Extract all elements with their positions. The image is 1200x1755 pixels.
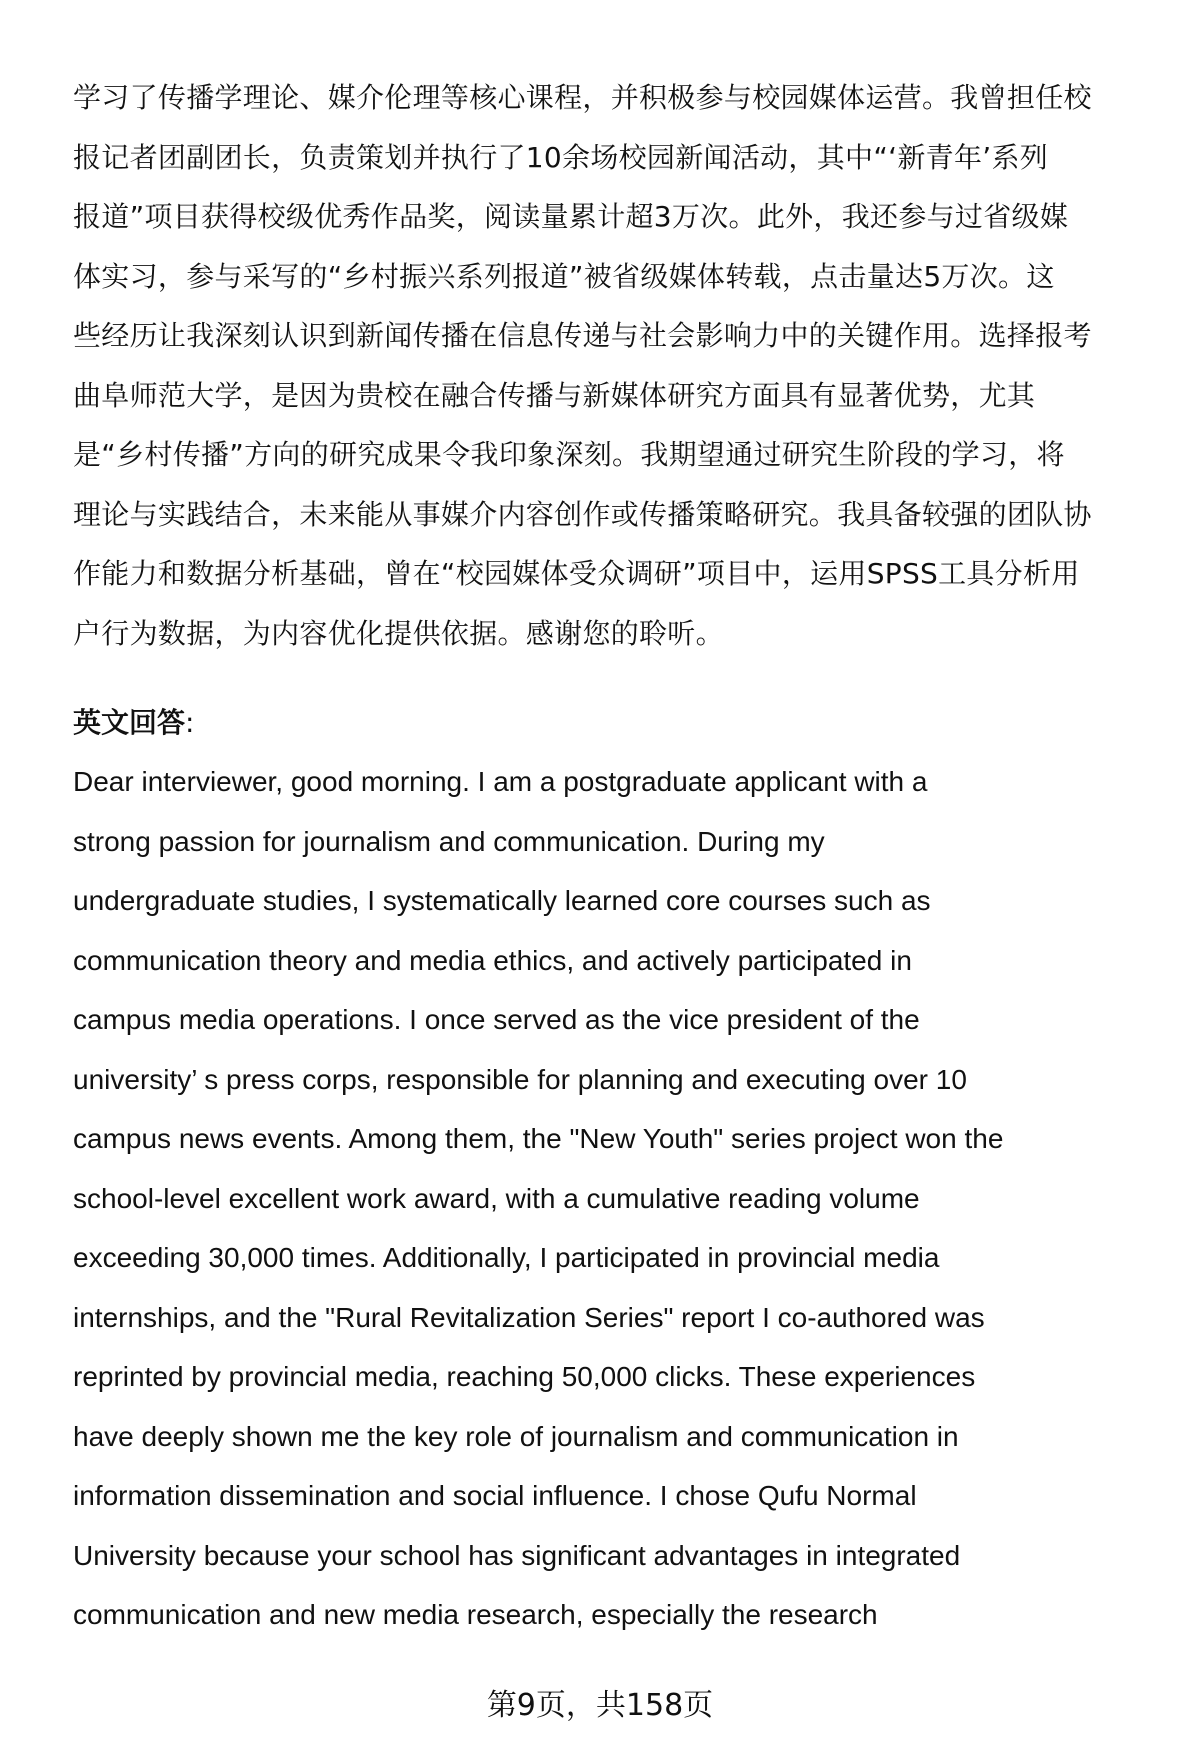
- text-line: exceeding 30,000 times. Additionally, I participated in provincial media: [73, 1242, 940, 1273]
- heading-colon: :: [185, 706, 195, 739]
- section-heading: [73, 705, 195, 745]
- page-number: 第9页，共158页: [486, 1688, 714, 1723]
- text-line: communication theory and media ethics, and actively participated in: [73, 945, 912, 976]
- english-answer-heading: 英文回答: [73, 706, 186, 739]
- text-line: reprinted by provincial media, reaching 50,000 clicks. These experiences: [73, 1361, 976, 1392]
- text-line: school-level excellent work award, with a cumulative reading volume: [73, 1183, 920, 1214]
- text-line: 报记者团副团长，负责策划并执行了10余场校园新闻活动，其中“‘新青年’系列: [73, 141, 1049, 174]
- text-line: internships, and the "Rural Revitalization Series" report I co-authored was: [73, 1302, 985, 1333]
- text-line: 学习了传播学理论、媒介伦理等核心课程，并积极参与校园媒体运营。我曾担任校: [73, 81, 1092, 114]
- text-line: university’ s press corps, responsible for planning and executing over 10: [73, 1064, 967, 1095]
- text-line: 体实习，参与采写的“乡村振兴系列报道”被省级媒体转载，点击量达5万次。这: [73, 260, 1055, 293]
- text-line: information dissemination and social influence. I chose Qufu Normal: [73, 1480, 917, 1511]
- text-line: University because your school has significant advantages in integrated: [73, 1540, 961, 1571]
- text-line: 报道”项目获得校级优秀作品奖，阅读量累计超3万次。此外，我还参与过省级媒: [73, 200, 1069, 233]
- text-line: 些经历让我深刻认识到新闻传播在信息传递与社会影响力中的关键作用。选择报考: [73, 319, 1092, 352]
- text-line: strong passion for journalism and communication. During my: [73, 826, 825, 857]
- text-line: 曲阜师范大学，是因为贵校在融合传播与新媒体研究方面具有显著优势，尤其: [73, 379, 1036, 412]
- text-line: campus media operations. I once served as the vice president of the: [73, 1004, 920, 1035]
- text-line: have deeply shown me the key role of journalism and communication in: [73, 1421, 959, 1452]
- text-line: 户行为数据，为内容优化提供依据。感谢您的聆听。: [73, 617, 724, 650]
- text-line: Dear interviewer, good morning. I am a postgraduate applicant with a: [73, 766, 928, 797]
- text-line: 作能力和数据分析基础，曾在“校园媒体受众调研”项目中，运用SPSS工具分析用: [73, 557, 1080, 590]
- text-line: 理论与实践结合，未来能从事媒介内容创作或传播策略研究。我具备较强的团队协: [73, 498, 1092, 531]
- text-line: communication and new media research, especially the research: [73, 1599, 878, 1630]
- text-line: 是“乡村传播”方向的研究成果令我印象深刻。我期望通过研究生阶段的学习，将: [73, 438, 1065, 471]
- text-line: campus news events. Among them, the "New Youth" series project won the: [73, 1123, 1004, 1154]
- text-line: undergraduate studies, I systematically learned core courses such as: [73, 885, 931, 916]
